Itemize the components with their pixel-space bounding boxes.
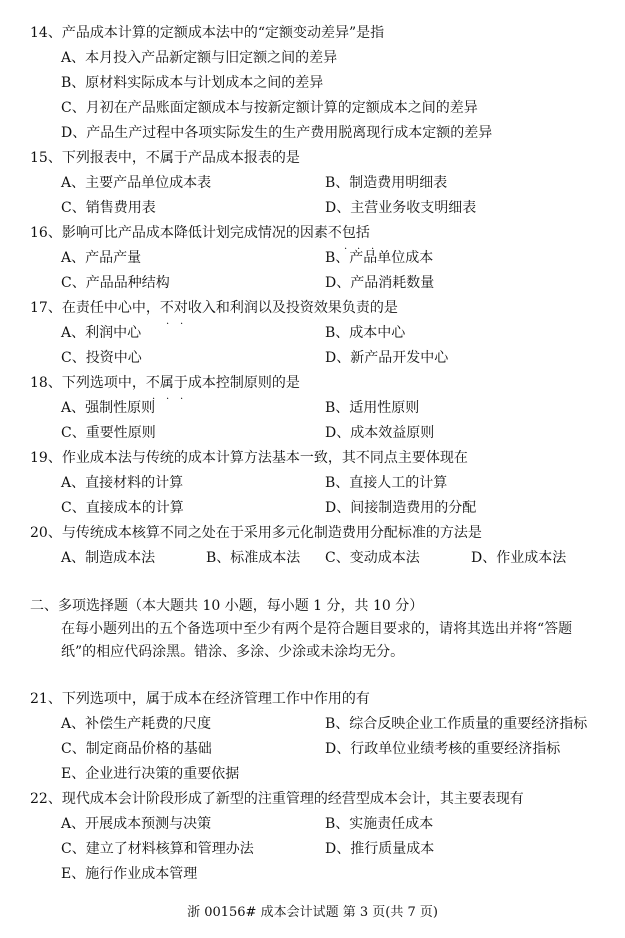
question-22-option-a: A、开展成本预测与决策 — [61, 816, 212, 832]
question-17-option-a: A、利润中心 — [61, 325, 142, 341]
question-16-option-d: D、产品消耗数量 — [325, 275, 435, 291]
question-22-stem: 22、现代成本会计阶段形成了新型的注重管理的经营型成本会计，其主要表现有 — [30, 791, 524, 807]
question-21-option-a: A、补偿生产耗费的尺度 — [61, 716, 212, 732]
question-19-option-b: B、直接人工的计算 — [325, 475, 448, 491]
page-footer: 浙 00156# 成本会计试题 第 3 页(共 7 页) — [187, 905, 438, 920]
question-14-option-c: C、月初在产品账面定额成本与按新定额计算的定额成本之间的差异 — [61, 100, 478, 116]
emphasis-dot: . — [180, 391, 184, 402]
question-16-option-b: B、产品单位成本 — [325, 250, 434, 266]
question-20-option-d: D、作业成本法 — [471, 550, 567, 566]
question-22-option-b: B、实施责任成本 — [325, 816, 434, 832]
question-18-option-d: D、成本效益原则 — [325, 425, 435, 441]
question-15-option-b: B、制造费用明细表 — [325, 175, 448, 191]
question-14-option-d: D、产品生产过程中各项实际发生的生产费用脱离现行成本定额的差异 — [61, 125, 493, 141]
emphasis-dot: . — [152, 391, 156, 402]
question-16-option-a: A、产品产量 — [61, 250, 142, 266]
question-17-option-b: B、成本中心 — [325, 325, 406, 341]
question-21-option-e: E、企业进行决策的重要依据 — [61, 766, 240, 782]
question-14-option-b: B、原材料实际成本与计划成本之间的差异 — [61, 75, 324, 91]
question-19-option-a: A、直接材料的计算 — [61, 475, 184, 491]
section-2-instruction-line-1: 在每小题列出的五个备选项中至少有两个是符合题目要求的，请将其选出并将“答题 — [61, 621, 573, 637]
emphasis-dot: . — [180, 316, 184, 327]
question-16-option-c: C、产品品种结构 — [61, 275, 170, 291]
question-19-stem: 19、作业成本法与传统的成本计算方法基本一致，其不同点主要体现在 — [30, 450, 468, 466]
question-15-option-c: C、销售费用表 — [61, 200, 156, 216]
question-21-stem: 21、下列选项中，属于成本在经济管理工作中作用的有 — [30, 691, 370, 707]
question-21-option-c: C、制定商品价格的基础 — [61, 741, 212, 757]
emphasis-dot: . — [344, 241, 348, 252]
question-17-option-d: D、新产品开发中心 — [325, 350, 449, 366]
question-16-stem: 16、影响可比产品成本降低计划完成情况的因素不包括 — [30, 225, 370, 241]
question-19-option-d: D、间接制造费用的分配 — [325, 500, 477, 516]
section-2-title: 二、多项选择题（本大题共 10 小题，每小题 1 分，共 10 分） — [30, 598, 424, 614]
question-22-option-e: E、施行作业成本管理 — [61, 866, 198, 882]
emphasis-dot: . — [166, 316, 170, 327]
question-21-option-b: B、综合反映企业工作质量的重要经济指标 — [325, 716, 588, 732]
emphasis-dot: . — [357, 241, 361, 252]
question-15-option-a: A、主要产品单位成本表 — [61, 175, 212, 191]
question-18-option-a: A、强制性原则 — [61, 400, 156, 416]
question-17-stem: 17、在责任中心中，不对收入和利润以及投资效果负责的是 — [30, 300, 398, 316]
question-20-option-c: C、变动成本法 — [325, 550, 420, 566]
emphasis-dot: . — [166, 391, 170, 402]
question-14-stem: 14、产品成本计算的定额成本法中的“定额变动差异”是指 — [30, 25, 385, 41]
question-18-option-b: B、适用性原则 — [325, 400, 420, 416]
question-15-option-d: D、主营业务收支明细表 — [325, 200, 477, 216]
question-20-option-a: A、制造成本法 — [61, 550, 156, 566]
question-20-stem: 20、与传统成本核算不同之处在于采用多元化制造费用分配标准的方法是 — [30, 525, 482, 541]
question-18-stem: 18、下列选项中，不属于成本控制原则的是 — [30, 375, 300, 391]
question-22-option-d: D、推行质量成本 — [325, 841, 435, 857]
section-2-instruction-line-2: 纸”的相应代码涂黑。错涂、多涂、少涂或未涂均无分。 — [61, 644, 405, 660]
question-22-option-c: C、建立了材料核算和管理办法 — [61, 841, 254, 857]
question-15-stem: 15、下列报表中，不属于产品成本报表的是 — [30, 150, 300, 166]
question-18-option-c: C、重要性原则 — [61, 425, 156, 441]
emphasis-dot: . — [371, 241, 375, 252]
question-19-option-c: C、直接成本的计算 — [61, 500, 184, 516]
question-20-option-b: B、标准成本法 — [206, 550, 301, 566]
question-14-option-a: A、本月投入产品新定额与旧定额之间的差异 — [61, 50, 338, 66]
question-17-option-c: C、投资中心 — [61, 350, 142, 366]
question-21-option-d: D、行政单位业绩考核的重要经济指标 — [325, 741, 561, 757]
